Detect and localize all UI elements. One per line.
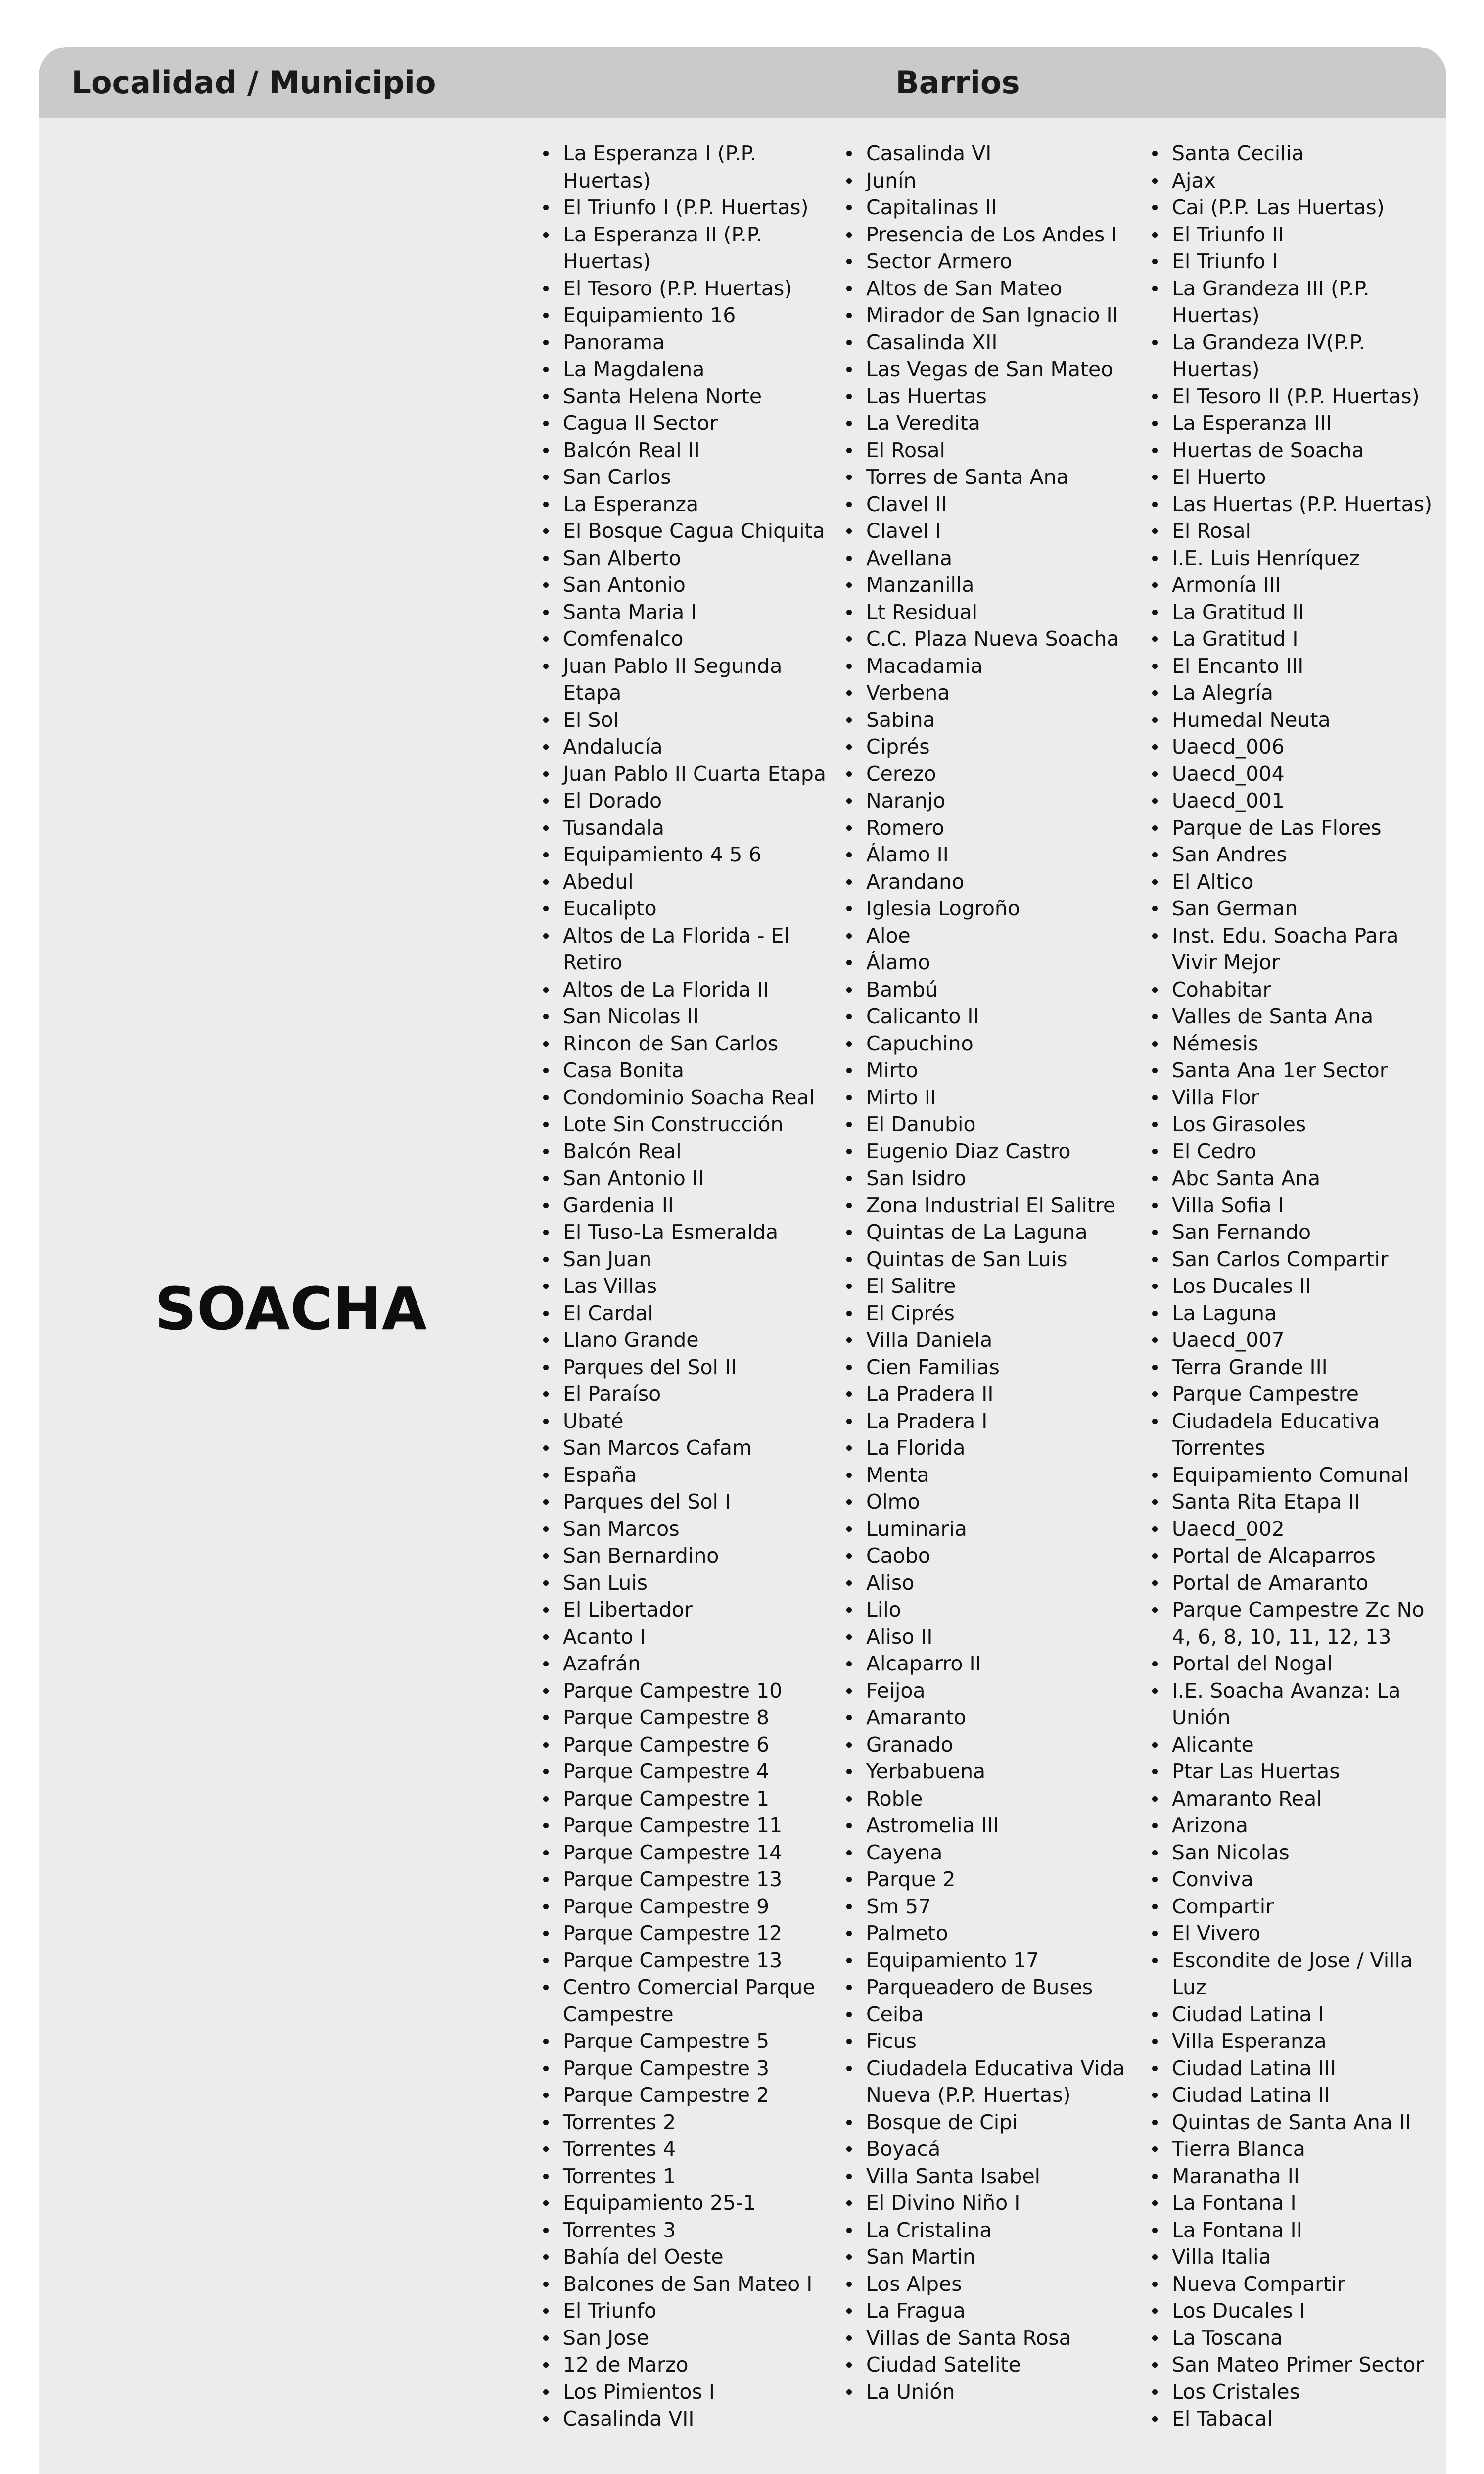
barrio-item: Torrentes 3 xyxy=(538,2217,835,2244)
barrio-item: Bambú xyxy=(841,976,1138,1003)
barrio-item: Olmo xyxy=(841,1488,1138,1516)
barrio-item: Parque de Las Flores xyxy=(1147,814,1444,842)
barrio-item: La Grandeza IV(P.P. Huertas) xyxy=(1147,329,1444,383)
barrio-item: Villa Sofia I xyxy=(1147,1192,1444,1219)
barrio-item: Álamo II xyxy=(841,841,1138,868)
barrio-item: Parque Campestre Zc No 4, 6, 8, 10, 11, 12, 13 xyxy=(1147,1596,1444,1650)
barrio-item: Parque Campestre 14 xyxy=(538,1839,835,1866)
barrio-item: Parque Campestre xyxy=(1147,1380,1444,1408)
barrio-item: Equipamiento Comunal xyxy=(1147,1462,1444,1489)
barrio-item: Ficus xyxy=(841,2028,1138,2055)
barrio-item: San Alberto xyxy=(538,545,835,572)
barrio-item: Villa Flor xyxy=(1147,1084,1444,1111)
barrio-item: I.E. Luis Henríquez xyxy=(1147,545,1444,572)
barrio-item: Némesis xyxy=(1147,1030,1444,1057)
barrio-item: El Triunfo II xyxy=(1147,221,1444,248)
barrio-item: El Salitre xyxy=(841,1273,1138,1300)
barrio-item: Santa Ana 1er Sector xyxy=(1147,1057,1444,1084)
barrio-item: El Huerto xyxy=(1147,464,1444,491)
barrio-item: El Cedro xyxy=(1147,1138,1444,1165)
barrio-item: Aliso xyxy=(841,1570,1138,1597)
barrio-item: Palmeto xyxy=(841,1920,1138,1947)
barrio-item: Casalinda XII xyxy=(841,329,1138,356)
barrio-item: Equipamiento 17 xyxy=(841,1947,1138,1974)
barrio-item: San Carlos xyxy=(538,464,835,491)
barrio-item: Sabina xyxy=(841,707,1138,734)
barrio-item: Menta xyxy=(841,1462,1138,1489)
header-locality: Localidad / Municipio xyxy=(71,64,436,100)
barrio-item: Bahía del Oeste xyxy=(538,2243,835,2271)
barrio-item: San Fernando xyxy=(1147,1219,1444,1246)
barrio-item: El Triunfo I (P.P. Huertas) xyxy=(538,194,835,221)
barrio-item: Ciudadela Educativa Vida Nueva (P.P. Huertas) xyxy=(841,2055,1138,2109)
barrio-item: Juan Pablo II Segunda Etapa xyxy=(538,653,835,707)
barrio-item: El Altico xyxy=(1147,868,1444,896)
barrio-item: Parque Campestre 11 xyxy=(538,1812,835,1839)
barrio-item: Gardenia II xyxy=(538,1192,835,1219)
barrio-item: Amaranto Real xyxy=(1147,1785,1444,1812)
barrio-item: El Divino Niño I xyxy=(841,2189,1138,2217)
barrio-item: Arandano xyxy=(841,868,1138,896)
barrio-item: Villa Italia xyxy=(1147,2243,1444,2271)
barrio-item: La Esperanza I (P.P. Huertas) xyxy=(538,140,835,194)
barrio-item: El Triunfo I xyxy=(1147,248,1444,275)
barrio-item: La Gratitud II xyxy=(1147,599,1444,626)
barrio-item: Villas de Santa Rosa xyxy=(841,2325,1138,2352)
barrio-item: Parque Campestre 8 xyxy=(538,1704,835,1731)
barrio-item: Los Cristales xyxy=(1147,2379,1444,2406)
barrio-item: Tierra Blanca xyxy=(1147,2136,1444,2163)
barrio-item: Huertas de Soacha xyxy=(1147,437,1444,464)
barrio-item: Tusandala xyxy=(538,814,835,842)
barrio-item: Yerbabuena xyxy=(841,1758,1138,1785)
barrio-item: Astromelia III xyxy=(841,1812,1138,1839)
barrio-item: San Marcos xyxy=(538,1516,835,1543)
barrio-item: Torres de Santa Ana xyxy=(841,464,1138,491)
barrio-item: San Antonio xyxy=(538,571,835,599)
barrio-item: Comfenalco xyxy=(538,625,835,653)
barrio-item: Parque Campestre 2 xyxy=(538,2082,835,2109)
barrio-item: Compartir xyxy=(1147,1893,1444,1920)
barrio-item: Altos de La Florida - El Retiro xyxy=(538,922,835,976)
barrio-item: Ciudad Satelite xyxy=(841,2351,1138,2379)
barrio-item: Equipamiento 4 5 6 xyxy=(538,841,835,868)
barrio-item: Arizona xyxy=(1147,1812,1444,1839)
barrio-item: La Fontana I xyxy=(1147,2189,1444,2217)
barrio-item: San Juan xyxy=(538,1246,835,1273)
barrio-item: El Tesoro (P.P. Huertas) xyxy=(538,275,835,302)
barrio-item: El Cardal xyxy=(538,1300,835,1327)
barrio-item: I.E. Soacha Avanza: La Unión xyxy=(1147,1677,1444,1731)
barrio-item: Abc Santa Ana xyxy=(1147,1165,1444,1192)
barrio-item: Acanto I xyxy=(538,1623,835,1651)
barrio-item: San Jose xyxy=(538,2325,835,2352)
barrio-item: Feijoa xyxy=(841,1677,1138,1705)
barrio-item: Parque Campestre 6 xyxy=(538,1731,835,1759)
barrio-item: Roble xyxy=(841,1785,1138,1812)
barrio-item: Las Villas xyxy=(538,1273,835,1300)
barrio-item: El Tabacal xyxy=(1147,2405,1444,2432)
barrio-item: Lilo xyxy=(841,1596,1138,1623)
barrio-item: San Carlos Compartir xyxy=(1147,1246,1444,1273)
municipio-name: SOACHA xyxy=(154,1275,427,1343)
barrio-item: El Sol xyxy=(538,707,835,734)
barrio-item: Verbena xyxy=(841,679,1138,707)
barrio-item: La Magdalena xyxy=(538,356,835,383)
barrio-item: Altos de La Florida II xyxy=(538,976,835,1003)
barrio-item: 12 de Marzo xyxy=(538,2351,835,2379)
barrio-item: La Unión xyxy=(841,2379,1138,2406)
barrio-item: San Marcos Cafam xyxy=(538,1434,835,1462)
barrio-item: Naranjo xyxy=(841,787,1138,814)
barrio-item: Sector Armero xyxy=(841,248,1138,275)
table-header xyxy=(39,47,1446,118)
barrio-item: Parque Campestre 12 xyxy=(538,1920,835,1947)
barrio-item: El Danubio xyxy=(841,1111,1138,1138)
barrio-item: El Libertador xyxy=(538,1596,835,1623)
barrio-item: Ajax xyxy=(1147,167,1444,194)
barrio-item: Los Alpes xyxy=(841,2271,1138,2298)
barrio-item: Parque Campestre 3 xyxy=(538,2055,835,2082)
barrio-item: Eugenio Diaz Castro xyxy=(841,1138,1138,1165)
barrio-item: Parque Campestre 4 xyxy=(538,1758,835,1785)
barrio-item: Cohabitar xyxy=(1147,976,1444,1003)
barrio-item: Santa Cecilia xyxy=(1147,140,1444,167)
barrio-item: Andalucía xyxy=(538,733,835,761)
barrio-item: Cai (P.P. Las Huertas) xyxy=(1147,194,1444,221)
barrio-item: Caobo xyxy=(841,1542,1138,1570)
barrio-item: Amaranto xyxy=(841,1704,1138,1731)
barrio-item: Casalinda VI xyxy=(841,140,1138,167)
barrio-item: Valles de Santa Ana xyxy=(1147,1003,1444,1030)
barrio-item: El Rosal xyxy=(1147,518,1444,545)
barrio-item: Junín xyxy=(841,167,1138,194)
barrio-item: Ubaté xyxy=(538,1408,835,1435)
barrio-item: Zona Industrial El Salitre xyxy=(841,1192,1138,1219)
barrio-item: La Fragua xyxy=(841,2297,1138,2325)
barrio-item: Calicanto II xyxy=(841,1003,1138,1030)
barrio-item: Cagua II Sector xyxy=(538,410,835,437)
barrio-item: San Luis xyxy=(538,1570,835,1597)
barrio-item: Quintas de La Laguna xyxy=(841,1219,1138,1246)
barrio-item: Uaecd_001 xyxy=(1147,787,1444,814)
barrio-item: Balcón Real II xyxy=(538,437,835,464)
barrio-item: Armonía III xyxy=(1147,571,1444,599)
barrio-item: Alicante xyxy=(1147,1731,1444,1759)
barrio-item: Parques del Sol II xyxy=(538,1354,835,1381)
barrio-item: Equipamiento 25-1 xyxy=(538,2189,835,2217)
barrio-item: El Encanto III xyxy=(1147,653,1444,680)
barrio-item: Azafrán xyxy=(538,1650,835,1677)
barrio-item: Ciudad Latina I xyxy=(1147,2001,1444,2028)
barrio-item: Ciudad Latina III xyxy=(1147,2055,1444,2082)
barrio-item: Equipamiento 16 xyxy=(538,302,835,329)
barrio-item: Conviva xyxy=(1147,1866,1444,1893)
barrio-item: Ciudad Latina II xyxy=(1147,2082,1444,2109)
barrio-item: San Isidro xyxy=(841,1165,1138,1192)
barrio-item: Presencia de Los Andes I xyxy=(841,221,1138,248)
barrio-item: El Triunfo xyxy=(538,2297,835,2325)
barrio-item: Inst. Edu. Soacha Para Vivir Mejor xyxy=(1147,922,1444,976)
barrio-item: Humedal Neuta xyxy=(1147,707,1444,734)
barrio-item: Boyacá xyxy=(841,2136,1138,2163)
barrio-item: Balcones de San Mateo I xyxy=(538,2271,835,2298)
barrio-item: Los Ducales II xyxy=(1147,1273,1444,1300)
barrio-item: Iglesia Logroño xyxy=(841,895,1138,922)
barrio-item: La Pradera I xyxy=(841,1408,1138,1435)
barrio-item: Capitalinas II xyxy=(841,194,1138,221)
barrio-item: Lote Sin Construcción xyxy=(538,1111,835,1138)
barrio-item: El Tesoro II (P.P. Huertas) xyxy=(1147,383,1444,410)
barrio-item: Maranatha II xyxy=(1147,2163,1444,2190)
barrio-item: Mirto xyxy=(841,1057,1138,1084)
barrio-item: La Cristalina xyxy=(841,2217,1138,2244)
header-barrios: Barrios xyxy=(895,64,1020,100)
barrio-item: Mirto II xyxy=(841,1084,1138,1111)
barrio-item: Granado xyxy=(841,1731,1138,1759)
barrio-item: Ceiba xyxy=(841,2001,1138,2028)
barrio-item: Parque Campestre 13 xyxy=(538,1947,835,1974)
barrio-item: Cerezo xyxy=(841,761,1138,788)
barrio-item: Lt Residual xyxy=(841,599,1138,626)
barrios-list-column-3 xyxy=(1147,140,1444,2432)
barrio-item: Mirador de San Ignacio II xyxy=(841,302,1138,329)
barrio-item: Parque Campestre 9 xyxy=(538,1893,835,1920)
barrio-item: San German xyxy=(1147,895,1444,922)
barrio-item: Uaecd_007 xyxy=(1147,1327,1444,1354)
barrio-item: El Bosque Cagua Chiquita xyxy=(538,518,835,545)
barrio-item: San Andres xyxy=(1147,841,1444,868)
barrio-item: Aloe xyxy=(841,922,1138,950)
barrio-item: Los Ducales I xyxy=(1147,2297,1444,2325)
barrio-item: Sm 57 xyxy=(841,1893,1138,1920)
barrio-item: Casa Bonita xyxy=(538,1057,835,1084)
barrio-item: La Gratitud I xyxy=(1147,625,1444,653)
barrio-item: Parqueadero de Buses xyxy=(841,1974,1138,2001)
barrio-item: La Florida xyxy=(841,1434,1138,1462)
barrio-item: Centro Comercial Parque Campestre xyxy=(538,1974,835,2028)
barrios-list-column-1 xyxy=(538,140,835,2432)
barrio-item: Uaecd_006 xyxy=(1147,733,1444,761)
barrio-item: Las Huertas (P.P. Huertas) xyxy=(1147,491,1444,518)
barrio-item: Altos de San Mateo xyxy=(841,275,1138,302)
barrio-item: Parque Campestre 5 xyxy=(538,2028,835,2055)
barrio-item: Clavel II xyxy=(841,491,1138,518)
barrio-item: Aliso II xyxy=(841,1623,1138,1651)
barrio-item: Ciudadela Educativa Torrentes xyxy=(1147,1408,1444,1462)
barrio-item: El Tuso-La Esmeralda xyxy=(538,1219,835,1246)
barrio-item: Clavel I xyxy=(841,518,1138,545)
barrio-item: Ptar Las Huertas xyxy=(1147,1758,1444,1785)
barrio-item: Los Pimientos I xyxy=(538,2379,835,2406)
barrio-item: Parque Campestre 10 xyxy=(538,1677,835,1705)
barrio-item: Romero xyxy=(841,814,1138,842)
barrio-item: Llano Grande xyxy=(538,1327,835,1354)
barrios-list-column-2 xyxy=(841,140,1138,2405)
barrio-item: El Paraíso xyxy=(538,1380,835,1408)
barrio-item: Macadamia xyxy=(841,653,1138,680)
barrio-item: Juan Pablo II Cuarta Etapa xyxy=(538,761,835,788)
barrio-item: Los Girasoles xyxy=(1147,1111,1444,1138)
barrio-item: Las Vegas de San Mateo xyxy=(841,356,1138,383)
barrio-item: San Mateo Primer Sector xyxy=(1147,2351,1444,2379)
barrio-item: Bosque de Cipi xyxy=(841,2109,1138,2136)
barrio-item: Portal de Amaranto xyxy=(1147,1570,1444,1597)
barrio-item: La Grandeza III (P.P. Huertas) xyxy=(1147,275,1444,329)
barrio-item: Portal del Nogal xyxy=(1147,1650,1444,1677)
barrio-item: Condominio Soacha Real xyxy=(538,1084,835,1111)
barrio-item: Escondite de Jose / Villa Luz xyxy=(1147,1947,1444,2001)
barrio-item: San Nicolas xyxy=(1147,1839,1444,1866)
barrio-item: Parque Campestre 13 xyxy=(538,1866,835,1893)
barrio-item: Santa Helena Norte xyxy=(538,383,835,410)
barrio-item: El Vivero xyxy=(1147,1920,1444,1947)
barrio-item: Balcón Real xyxy=(538,1138,835,1165)
barrio-item: La Veredita xyxy=(841,410,1138,437)
barrio-item: El Dorado xyxy=(538,787,835,814)
barrio-item: Abedul xyxy=(538,868,835,896)
barrio-item: Villa Daniela xyxy=(841,1327,1138,1354)
barrio-item: C.C. Plaza Nueva Soacha xyxy=(841,625,1138,653)
barrio-item: Cayena xyxy=(841,1839,1138,1866)
barrio-item: Parque Campestre 1 xyxy=(538,1785,835,1812)
barrio-item: San Martin xyxy=(841,2243,1138,2271)
barrio-item: Rincon de San Carlos xyxy=(538,1030,835,1057)
barrios-table xyxy=(39,47,1446,2474)
barrio-item: Terra Grande III xyxy=(1147,1354,1444,1381)
barrio-item: Quintas de San Luis xyxy=(841,1246,1138,1273)
barrio-item: El Rosal xyxy=(841,437,1138,464)
barrio-item: La Pradera II xyxy=(841,1380,1138,1408)
barrio-item: Villa Santa Isabel xyxy=(841,2163,1138,2190)
barrio-item: Nueva Compartir xyxy=(1147,2271,1444,2298)
barrio-item: Cien Familias xyxy=(841,1354,1138,1381)
barrio-item: Ciprés xyxy=(841,733,1138,761)
barrio-item: Villa Esperanza xyxy=(1147,2028,1444,2055)
barrio-item: Las Huertas xyxy=(841,383,1138,410)
barrio-item: Portal de Alcaparros xyxy=(1147,1542,1444,1570)
barrio-item: La Esperanza II (P.P. Huertas) xyxy=(538,221,835,275)
barrio-item: Panorama xyxy=(538,329,835,356)
barrio-item: Manzanilla xyxy=(841,571,1138,599)
barrio-item: La Alegría xyxy=(1147,679,1444,707)
barrio-item: San Bernardino xyxy=(538,1542,835,1570)
barrio-item: Torrentes 4 xyxy=(538,2136,835,2163)
barrio-item: Alcaparro II xyxy=(841,1650,1138,1677)
barrio-item: La Fontana II xyxy=(1147,2217,1444,2244)
barrio-item: Parque 2 xyxy=(841,1866,1138,1893)
barrio-item: El Ciprés xyxy=(841,1300,1138,1327)
barrio-item: La Esperanza xyxy=(538,491,835,518)
barrio-item: Casalinda VII xyxy=(538,2405,835,2432)
barrio-item: Avellana xyxy=(841,545,1138,572)
barrio-item: La Laguna xyxy=(1147,1300,1444,1327)
barrio-item: San Nicolas II xyxy=(538,1003,835,1030)
barrio-item: Uaecd_002 xyxy=(1147,1516,1444,1543)
barrio-item: Quintas de Santa Ana II xyxy=(1147,2109,1444,2136)
barrio-item: San Antonio II xyxy=(538,1165,835,1192)
barrio-item: España xyxy=(538,1462,835,1489)
barrio-item: La Toscana xyxy=(1147,2325,1444,2352)
barrio-item: Torrentes 2 xyxy=(538,2109,835,2136)
barrio-item: Uaecd_004 xyxy=(1147,761,1444,788)
barrio-item: Santa Maria I xyxy=(538,599,835,626)
barrio-item: Santa Rita Etapa II xyxy=(1147,1488,1444,1516)
barrio-item: Eucalipto xyxy=(538,895,835,922)
barrio-item: La Esperanza III xyxy=(1147,410,1444,437)
barrio-item: Capuchino xyxy=(841,1030,1138,1057)
barrio-item: Álamo xyxy=(841,949,1138,976)
barrio-item: Torrentes 1 xyxy=(538,2163,835,2190)
barrio-item: Luminaria xyxy=(841,1516,1138,1543)
barrio-item: Parques del Sol I xyxy=(538,1488,835,1516)
